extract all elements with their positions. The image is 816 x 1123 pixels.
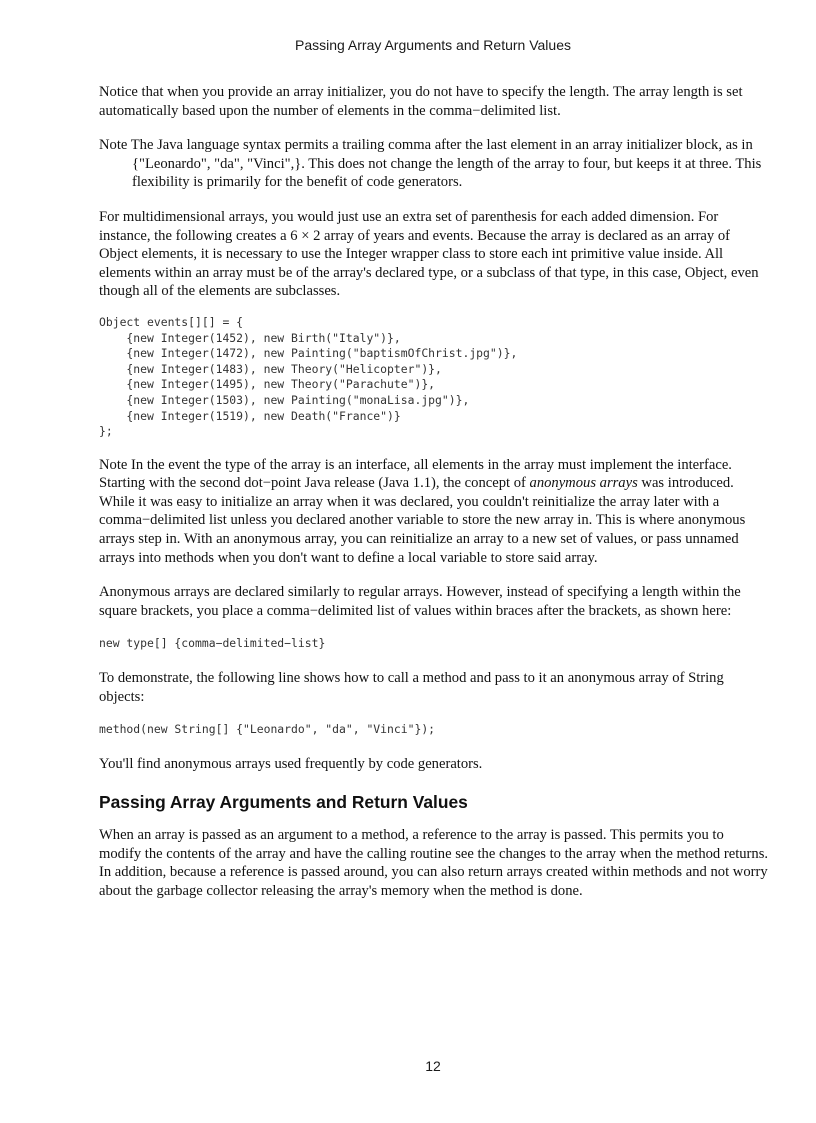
running-header: Passing Array Arguments and Return Values — [294, 37, 571, 53]
code-line: {new Integer(1495), new Theory("Parachute")}, — [99, 377, 436, 392]
code-line: {new Integer(1519), new Death("France")} — [99, 408, 401, 423]
paragraph-array-initializer: Notice that when you provide an array initializer, you do not have to specify the length. The array length is set automatically based upon the number of elements in the comma−delimited list. — [99, 84, 743, 119]
paragraph-passing-arrays: When an array is passed as an argument to a method, a reference to the array is passed. This permits you to modify the contents of the array and have the calling routine see the changes to the array when the method returns. In addition, because a reference is passed around, you can also return arrays created within methods and not worry about the garbage collector releasing the array's memory when the method is done. — [99, 827, 769, 899]
code-line: {new Integer(1452), new Birth("Italy")}, — [99, 330, 401, 345]
code-line: {new Integer(1483), new Theory("Helicopter")}, — [99, 361, 442, 376]
section-heading: Passing Array Arguments and Return Values — [99, 792, 468, 813]
emphasis-anonymous-arrays: anonymous arrays — [529, 475, 638, 492]
paragraph-anonymous-declaration: Anonymous arrays are declared similarly to regular arrays. However, instead of specifying a length within the square brackets, you place a comma−delimited list of values within braces after the brackets, as shown here: — [99, 584, 741, 619]
code-method-call: method(new String[] {"Leonardo", "da", "Vinci"}); — [99, 722, 436, 737]
note-interface: Note In the event the type of the array is an interface, all elements in the array must implement the interface. — [99, 456, 732, 473]
code-line: {new Integer(1472), new Painting("baptismOfChrist.jpg")}, — [99, 346, 518, 361]
code-anonymous-syntax: new type[] {comma−delimited−list} — [99, 636, 326, 651]
code-line: {new Integer(1503), new Painting("monaLisa.jpg")}, — [99, 392, 470, 407]
note-trailing-comma: Note The Java language syntax permits a trailing comma after the last element in an array initializer block, as in {"Leonardo", "da", "Vinci",}. This does not change the length of the array to four, but keeps it at three. This flexibility is primarily for the benefit of code generators. — [99, 137, 762, 191]
paragraph-anonymous-arrays: Starting with the second dot−point Java release (Java 1.1), the concept of anonymous arrays was introduced. While it was easy to initialize an array when it was declared, you couldn't reinitialize the array later with a comma−delimited list unless you declared another variable to store the new array in. This is where anonymous arrays step in. With an anonymous array, you can reinitialize an array to a new set of values, or pass unnamed arrays into methods when you don't want to define a local variable to store said array. — [99, 475, 746, 566]
paragraph-demonstrate: To demonstrate, the following line shows how to call a method and pass to it an anonymous array of String objects: — [99, 670, 724, 705]
code-line: Object events[][] = { — [99, 314, 244, 329]
paragraph-multidimensional: For multidimensional arrays, you would just use an extra set of parenthesis for each added dimension. For instance, the following creates a 6 × 2 array of years and events. Because the array is declared as an array of Object elements, it is necessary to use the Integer wrapper class to store each int primitive value inside. All elements within an array must be of the array's declared type, or a subclass of that type, in this case, Object, even though all of the elements are subclasses. — [99, 208, 759, 300]
paragraph-code-generators: You'll find anonymous arrays used frequently by code generators. — [99, 755, 483, 772]
page-body — [99, 83, 769, 916]
code-line: }; — [99, 424, 113, 439]
code-block-events — [99, 315, 769, 440]
page-number: 12 — [425, 1058, 441, 1074]
